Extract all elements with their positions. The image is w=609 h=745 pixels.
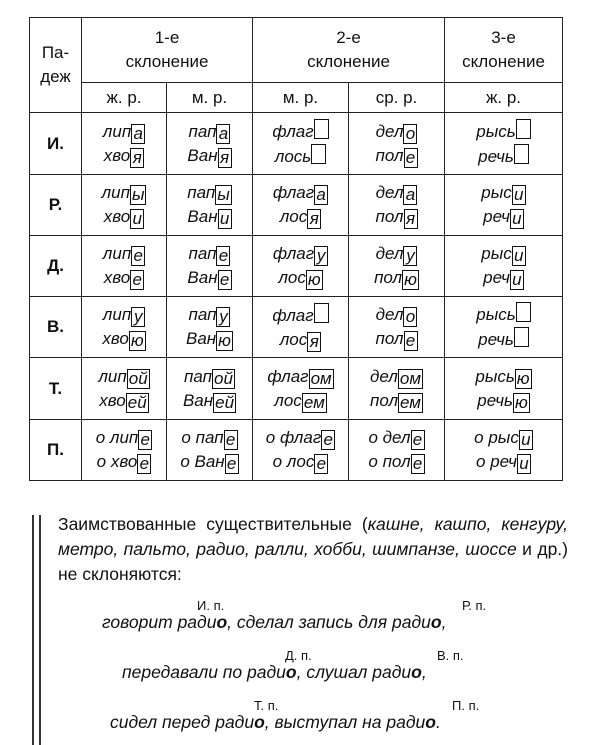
word-forms-cell — [349, 235, 445, 296]
word-forms-cell — [349, 419, 445, 480]
gender-label: ж. р. — [445, 83, 563, 113]
word-stem: Ван — [187, 145, 218, 165]
declension-table — [29, 17, 563, 481]
word-form — [445, 302, 562, 327]
note-margin-bars — [32, 515, 41, 745]
margin-bar — [39, 515, 41, 745]
stressed-ending: о — [216, 612, 228, 632]
word-stem: хво — [102, 329, 129, 349]
word-form — [82, 120, 166, 144]
word-stem: лос — [279, 329, 308, 349]
word-form — [82, 426, 166, 450]
word-form — [349, 327, 444, 351]
gender-label: ж. р. — [82, 83, 167, 113]
word-forms-cell — [253, 174, 349, 235]
stressed-ending: о — [285, 662, 297, 682]
word-stem: дел — [375, 244, 404, 264]
word-forms-cell — [82, 419, 167, 480]
word-forms-cell — [253, 113, 349, 174]
second-declension-header: 2-е склонение — [253, 18, 445, 83]
case-label-instrumental: Т. п. — [254, 698, 279, 713]
ending-box: я — [307, 209, 321, 229]
case-row — [30, 358, 563, 419]
word-forms-cell — [253, 297, 349, 358]
word-form — [349, 205, 444, 229]
ending-box: ом — [399, 368, 421, 388]
word-stem: пап — [188, 244, 217, 264]
stressed-ending: о — [425, 712, 436, 732]
zero-ending-box — [516, 302, 531, 322]
word-form — [445, 205, 562, 229]
ending-box: е — [224, 430, 238, 450]
word-form — [349, 144, 444, 168]
ending-box: ем — [303, 392, 325, 412]
ending-box: а — [131, 124, 145, 144]
word-forms-cell — [349, 358, 445, 419]
word-forms-cell — [349, 113, 445, 174]
case-label-accusative: В. п. — [437, 648, 464, 663]
ending-box: я — [218, 148, 232, 168]
word-stem: лос — [274, 390, 302, 410]
word-forms-cell — [82, 358, 167, 419]
word-form — [167, 242, 252, 266]
word-form — [349, 181, 444, 205]
ending-box: а — [216, 124, 230, 144]
ending-box: я — [130, 148, 144, 168]
word-form — [253, 144, 348, 169]
ending-box: ю — [130, 331, 144, 351]
ending-box: и — [517, 454, 531, 474]
word-form — [167, 144, 252, 168]
word-stem: лип — [102, 121, 132, 141]
ending-box: и — [512, 185, 526, 205]
ending-box: е — [404, 148, 418, 168]
word-stem: пол — [375, 206, 404, 226]
word-forms-cell — [167, 235, 253, 296]
gender-label: м. р. — [253, 83, 349, 113]
word-form — [253, 181, 348, 205]
word-form — [349, 426, 444, 450]
word-form — [167, 181, 252, 205]
stressed-ending: о — [430, 612, 442, 632]
example-line-1: говорит радио, сделал запись для радио, — [102, 612, 447, 632]
case-row — [30, 113, 563, 174]
word-forms-cell — [82, 113, 167, 174]
word-stem: дел — [375, 121, 404, 141]
word-form — [349, 389, 444, 413]
word-stem: речь — [478, 146, 514, 166]
word-form — [445, 426, 562, 450]
word-form — [253, 426, 348, 450]
word-stem: реч — [483, 268, 510, 288]
word-form — [445, 327, 562, 352]
word-stem: речь — [478, 330, 514, 350]
word-stem: дел — [370, 366, 398, 386]
word-stem: о рыс — [474, 427, 519, 447]
ending-box: и — [510, 270, 524, 290]
ending-box: и — [510, 209, 524, 229]
ending-box: е — [137, 454, 151, 474]
ending-box: ой — [128, 368, 148, 388]
word-form — [167, 266, 252, 290]
word-form — [82, 205, 166, 229]
word-form — [349, 266, 444, 290]
gender-label: м. р. — [167, 83, 253, 113]
word-forms-cell — [253, 235, 349, 296]
word-form — [253, 328, 348, 352]
word-stem: пап — [188, 305, 217, 325]
word-form — [82, 266, 166, 290]
ending-box: е — [131, 246, 145, 266]
word-stem: рысь — [476, 121, 516, 141]
case-label: Р. — [30, 174, 82, 235]
word-forms-cell — [445, 113, 563, 174]
ending-box: и — [218, 209, 232, 229]
ending-box: ю — [404, 270, 417, 290]
word-stem: флаг — [272, 182, 315, 202]
word-form — [253, 119, 348, 144]
word-form — [349, 365, 444, 389]
word-stem: пол — [370, 390, 399, 410]
ending-box: е — [225, 454, 239, 474]
ending-box: е — [404, 331, 418, 351]
word-form — [82, 303, 166, 327]
example-line-3: сидел перед радио, выступал на радио. — [110, 712, 441, 732]
ending-box: я — [404, 209, 418, 229]
word-form — [445, 266, 562, 290]
word-form — [167, 450, 252, 474]
case-label: Д. — [30, 235, 82, 296]
word-stem: рысь — [475, 366, 515, 386]
stressed-ending: о — [254, 712, 265, 732]
word-stem: речь — [477, 390, 513, 410]
header-row — [30, 18, 563, 83]
word-stem: о реч — [476, 451, 517, 471]
zero-ending-box — [516, 119, 531, 139]
ending-box: е — [411, 430, 425, 450]
ending-box: ы — [217, 184, 230, 204]
margin-bar — [32, 515, 34, 745]
ending-box: е — [130, 270, 144, 290]
word-stem: Ван — [186, 329, 217, 349]
case-row — [30, 174, 563, 235]
ending-box: а — [314, 185, 328, 205]
ending-box: е — [411, 454, 425, 474]
case-column-header: Па- деж — [30, 18, 82, 113]
word-form — [445, 389, 562, 413]
case-label: Т. — [30, 358, 82, 419]
word-forms-cell — [445, 235, 563, 296]
word-forms-cell — [82, 297, 167, 358]
word-stem: о лип — [95, 427, 139, 447]
case-label: П. — [30, 419, 82, 480]
word-stem: хво — [99, 390, 126, 410]
word-forms-cell — [445, 419, 563, 480]
word-stem: хво — [103, 268, 131, 288]
ending-box: у — [403, 246, 417, 266]
word-stem: о Ван — [180, 451, 225, 471]
word-form — [167, 205, 252, 229]
word-stem: Ван — [187, 206, 218, 226]
word-stem: пол — [375, 329, 404, 349]
word-stem: о пол — [368, 451, 411, 471]
word-stem: лип — [102, 244, 132, 264]
word-form — [82, 365, 166, 389]
word-stem: пап — [187, 182, 216, 202]
case-label-nominative: И. п. — [197, 598, 225, 613]
word-form — [167, 303, 252, 327]
zero-ending-box — [514, 144, 529, 164]
word-stem: рыс — [481, 244, 512, 264]
word-stem: флаг — [272, 244, 315, 264]
word-stem: флаг — [272, 305, 314, 325]
word-stem: лип — [102, 305, 132, 325]
word-form — [82, 144, 166, 168]
word-form — [167, 426, 252, 450]
word-stem: пап — [188, 121, 217, 141]
gender-row — [30, 83, 563, 113]
ending-box: а — [403, 185, 417, 205]
word-form — [253, 266, 348, 290]
ending-box: ом — [310, 368, 332, 388]
word-forms-cell — [253, 358, 349, 419]
word-form — [253, 450, 348, 474]
word-form — [445, 119, 562, 144]
word-form — [253, 242, 348, 266]
ending-box: ю — [307, 270, 321, 290]
word-form — [82, 327, 166, 351]
word-form — [253, 205, 348, 229]
word-stem: лос — [278, 268, 306, 288]
ending-box: у — [216, 307, 230, 327]
ending-box: ю — [218, 331, 231, 351]
word-stem: пап — [184, 366, 213, 386]
word-stem: рысь — [476, 305, 516, 325]
word-form — [445, 181, 562, 205]
word-form — [445, 242, 562, 266]
word-stem: дел — [375, 305, 404, 325]
word-stem: хво — [103, 206, 131, 226]
ending-box: ей — [127, 392, 147, 412]
borrowed-nouns-note: Заимствованные существительные (кашне, кашпо, кенгуру, метро, пальто, радио, ралли, хобби, шимпанзе, шоссе и др.) не склоняются: — [58, 514, 568, 584]
ending-box: у — [314, 246, 328, 266]
word-forms-cell — [445, 358, 563, 419]
word-stem: хво — [103, 145, 131, 165]
word-form — [167, 120, 252, 144]
word-stem: о флаг — [265, 427, 322, 447]
word-forms-cell — [167, 297, 253, 358]
word-forms-cell — [82, 235, 167, 296]
ending-box: у — [131, 307, 145, 327]
word-forms-cell — [445, 297, 563, 358]
word-forms-cell — [445, 174, 563, 235]
stressed-ending: о — [411, 662, 422, 682]
ending-box: ы — [131, 184, 145, 204]
word-stem: рыс — [481, 182, 512, 202]
word-form — [445, 450, 562, 474]
word-stem: пол — [375, 145, 404, 165]
word-form — [167, 365, 252, 389]
case-row — [30, 419, 563, 480]
ending-box: е — [138, 430, 152, 450]
ending-box: ю — [516, 368, 530, 388]
word-forms-cell — [167, 358, 253, 419]
zero-ending-box — [314, 303, 329, 323]
word-stem: о пап — [181, 427, 224, 447]
word-stem: о лос — [272, 451, 315, 471]
case-label: И. — [30, 113, 82, 174]
word-stem: реч — [483, 206, 510, 226]
word-stem: о хво — [96, 451, 138, 471]
ending-box: и — [512, 246, 526, 266]
word-form — [349, 303, 444, 327]
first-declension-header: 1-е склонение — [82, 18, 253, 83]
word-stem: пол — [374, 268, 403, 288]
word-form — [167, 327, 252, 351]
ending-box: и — [130, 209, 144, 229]
word-stem: Ван — [187, 268, 218, 288]
word-stem: дел — [375, 182, 404, 202]
ending-box: е — [216, 246, 230, 266]
case-row — [30, 297, 563, 358]
zero-ending-box — [514, 327, 529, 347]
word-form — [82, 389, 166, 413]
word-form — [349, 242, 444, 266]
word-form — [349, 450, 444, 474]
zero-ending-box — [311, 144, 326, 164]
ending-box: е — [218, 270, 232, 290]
word-form — [253, 303, 348, 328]
word-forms-cell — [253, 419, 349, 480]
ending-box: ей — [215, 392, 235, 412]
word-stem: лось — [274, 146, 312, 166]
word-form — [82, 242, 166, 266]
word-stem: лос — [279, 206, 308, 226]
word-form — [253, 365, 348, 389]
case-label-dative: Д. п. — [285, 648, 312, 663]
ending-box: е — [314, 454, 328, 474]
word-form — [445, 144, 562, 169]
ending-box: е — [321, 430, 335, 450]
ending-box: ем — [400, 392, 421, 412]
word-stem: флаг — [272, 121, 314, 141]
word-stem: лип — [101, 182, 130, 202]
word-stem: Ван — [182, 390, 214, 410]
word-form — [82, 450, 166, 474]
word-forms-cell — [167, 419, 253, 480]
word-forms-cell — [349, 174, 445, 235]
ending-box: о — [403, 124, 417, 144]
word-form — [445, 365, 562, 389]
ending-box: я — [307, 332, 321, 352]
word-forms-cell — [82, 174, 167, 235]
ending-box: ой — [214, 368, 233, 388]
case-label: В. — [30, 297, 82, 358]
word-stem: лип — [98, 366, 127, 386]
word-form — [253, 389, 348, 413]
ending-box: о — [403, 307, 417, 327]
example-line-2: передавали по радио, слушал радио, — [122, 662, 427, 682]
word-forms-cell — [167, 174, 253, 235]
word-forms-cell — [167, 113, 253, 174]
word-stem: флаг — [267, 366, 309, 386]
word-form — [167, 389, 252, 413]
zero-ending-box — [314, 119, 329, 139]
word-forms-cell — [349, 297, 445, 358]
word-stem: о дел — [368, 427, 411, 447]
ending-box: и — [519, 430, 533, 450]
gender-label: ср. р. — [349, 83, 445, 113]
case-label-genitive: Р. п. — [462, 598, 487, 613]
case-label-prepositional: П. п. — [452, 698, 480, 713]
case-row — [30, 235, 563, 296]
ending-box: ю — [514, 392, 528, 412]
word-form — [349, 120, 444, 144]
word-form — [82, 181, 166, 205]
third-declension-header: 3-е склонение — [445, 18, 563, 83]
